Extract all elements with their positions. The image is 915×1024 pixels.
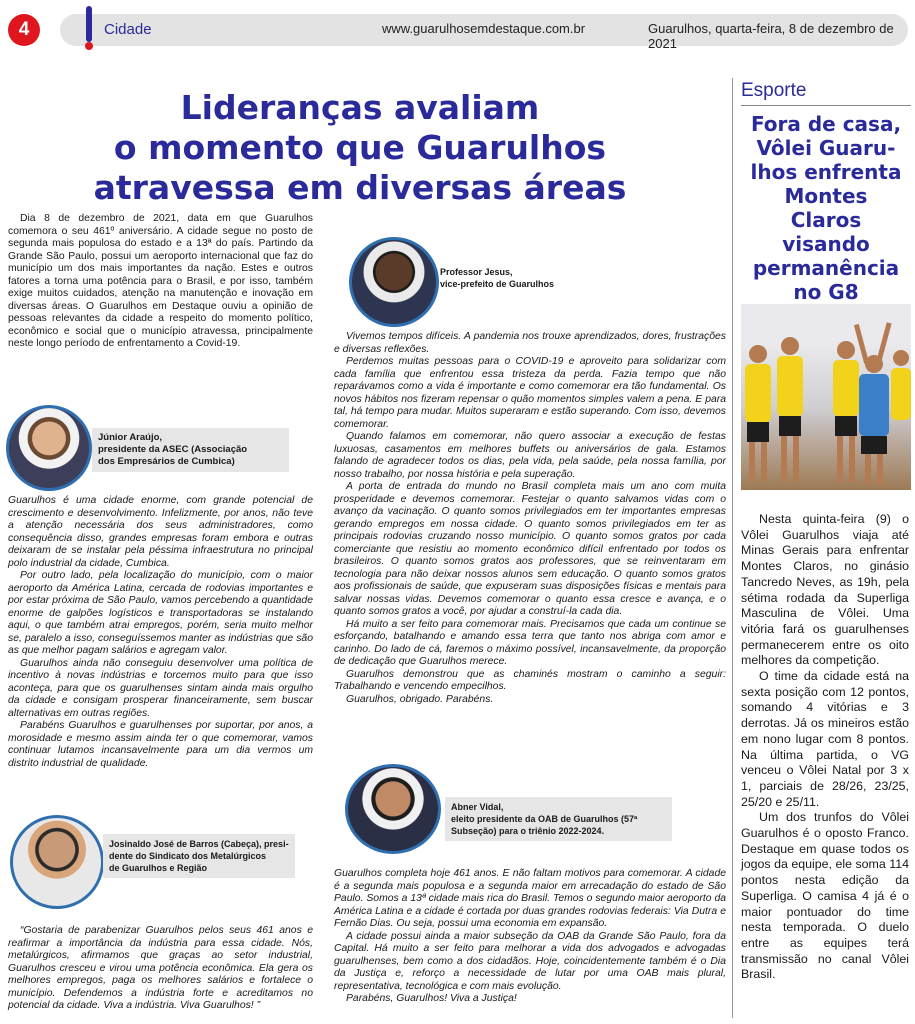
sport-headline	[741, 112, 911, 304]
professor-jesus-statement	[334, 331, 726, 706]
abner-vidal-caption	[445, 797, 672, 841]
statement-paragraph: Guarulhos ainda não conseguiu desenvolver uma política de incentivo à novas indústrias e torcemos muito para que isso aconteça, para que os guarulhenses sintam ainda mais orgulho da cidade e consigam prosperar financeiramente, sem buscar alternativas em outras regiões.	[8, 657, 313, 719]
sport-paragraph: Nesta quinta-feira (9) o Vôlei Guarulhos viaja até Minas Gerais para enfrentar Montes Claros, no ginásio Tancredo Neves, as 19h, pela sétima rodada da Superliga Masculina de Vôlei. Uma vitória fará os guarulhenses permanecerem entre os oito melhores da competição.	[741, 512, 909, 668]
caption-line: eleito presidente da OAB de Guarulhos (57ª	[451, 814, 638, 824]
caption-line: Subseção) para o triênio 2022-2024.	[451, 826, 605, 836]
statement-paragraph: A cidade possui ainda a maior subseção da OAB da Grande São Paulo, fora da Capital. Há muito a ser feito para melhorar a vida dos advogados e advogadas guarulhenses, bem como a dos cidadãos. Hoje, coincidentemente também é o Dia da Justiça e, reforço a necessidade de lutar por uma OAB mais plural, representativa, tecnológica e com mais evolução.	[334, 930, 726, 992]
caption-line: de Guarulhos e Região	[109, 863, 208, 873]
page-number-badge: 4	[8, 14, 40, 46]
exclamation-mark-icon	[86, 6, 92, 42]
professor-jesus-caption	[440, 266, 590, 290]
caption-line: Professor Jesus,	[440, 267, 513, 277]
caption-line: Júnior Araújo,	[98, 432, 163, 443]
caption-line: vice-prefeito de Guarulhos	[440, 279, 555, 289]
headline-line: o momento que Guarulhos	[113, 128, 607, 167]
volleyball-match-photo	[741, 304, 911, 490]
caption-line: dente do Sindicato dos Metalúrgicos	[109, 851, 267, 861]
statement-paragraph: Há muito a ser feito para comemorar mais. Precisamos que cada um continue se esforçando, batalhando e amando essa terra que tanto nos abriga com amor e carinho. Do lado de cá, faremos o máximo possível, incansavelmente, da proporção de dedicação que Guarulhos merece.	[334, 618, 726, 667]
caption-line: presidente da ASEC (Associação	[98, 444, 248, 455]
statement-paragraph: Guarulhos, obrigado. Parabéns.	[346, 693, 494, 705]
headline-line: Fora de casa,	[750, 112, 902, 136]
statement-paragraph: Por outro lado, pela localização do município, com o maior aeroporto da América Latina, cercada de rodovias importantes e por estar próxima de São Paulo, vamos percebendo a quantidade enorme de galpões logísticos e transportadoras se instalando aqui, o que também atrai empregos, porém, seria muito melhor se, paralelo a isso, conseguíssemos manter as indústrias que são as que melhor pagam salários e agregam valor.	[8, 570, 313, 656]
section-label: Cidade	[104, 21, 152, 38]
headline-line: atravessa em diversas áreas	[93, 168, 627, 207]
statement-paragraph: Vivemos tempos difíceis. A pandemia nos trouxe aprendizados, dores, frustrações e diversas reflexões.	[334, 331, 726, 355]
headline-line: Lideranças avaliam	[180, 88, 540, 127]
exclamation-dot-icon	[85, 42, 93, 50]
article-headline	[30, 88, 690, 208]
abner-vidal-portrait	[345, 764, 441, 854]
statement-paragraph: Guarulhos completa hoje 461 anos. E não faltam motivos para comemorar. A cidade é a segunda mais populosa e a segunda maior em arrecadação do estado de São Paulo. Somos a 13ª cidade mais rica do Brasil. Temos o segundo maior aeroporto da América Latina e a cidade é cortada por duas grandes rodovias federais: Via Dutra e Fernão Dias. Ou seja, possui uma economia em expansão.	[334, 868, 726, 929]
headline-line: no G8	[793, 280, 859, 304]
abner-vidal-statement	[334, 868, 726, 1006]
headline-line: visando	[782, 232, 870, 256]
sport-paragraph: O time da cidade está na sexta posição com 12 pontos, somando 4 vitórias e 3 derrotas. Já os mineiros estão em nono lugar com 8 pontos. Na última partida, o VG venceu o Vôlei Natal por 3 x 1, parciais de 28/26, 23/25, 25/20 e 25/11.	[741, 669, 909, 809]
sport-paragraph: Um dos trunfos do Vôlei Guarulhos é o oposto Franco. Destaque em quase todos os jogos da equipe, ele soma 114 pontos nesta edição da Superliga. O camisa 4 já é o maior pontuador do time nesta temporada. O duelo entre as equipes terá transmissão no canal Vôlei Brasil.	[741, 810, 909, 982]
caption-line: Josinaldo José de Barros (Cabeça), presi-	[109, 839, 289, 849]
volleyball-players-illustration	[741, 304, 911, 490]
caption-line: dos Empresários de Cumbica)	[98, 456, 235, 467]
site-url[interactable]: www.guarulhosemdestaque.com.br	[382, 21, 586, 36]
statement-paragraph: Parabéns, Guarulhos! Viva a Justiça!	[346, 993, 517, 1004]
edition-date: Guarulhos, quarta-feira, 8 de dezembro de 2021	[648, 21, 894, 51]
statement-paragraph: A porta de entrada do mundo no Brasil completa mais um ano com muita prosperidade e devemos comemorar. Festejar o quanto salvamos vidas com o avanço da vacinação. O quanto somos privilegiados em ter importantes empresas gerando empregos em nossa cidade. O quanto somos privilegiados em ter as principais rodovias cruzando nosso município. O quanto somos gratos por cada comerciante que resistiu ao momento econômico difícil enfrentado por todos os brasileiros. O quanto somos gratos aos professores, que se reinventaram em tecnologia para não deixar nossos alunos sem educação. O quanto somos gratos aos profissionais de saúde, que expuseram suas disposições físicas e mentais para salvar nossas vidas. Devemos comemorar o quanto essa cresce e avança, e o quanto somos gratos a você, por ajudar a construí-la cada dia.	[334, 481, 726, 617]
statement-paragraph: Guarulhos demonstrou que as chaminés mostram o caminho a seguir: Trabalhando e vencendo empecilhos.	[334, 668, 726, 692]
sport-section-rule	[741, 105, 911, 106]
statement-paragraph: Parabéns Guarulhos e guarulhenses por suportar, por anos, a morosidade e mesmo assim ainda ter o que comemorar, vamos continuar lutamos incansavelmente para um dia vermos um distrito industrial de qualidade.	[8, 720, 313, 769]
professor-jesus-portrait	[349, 237, 439, 327]
headline-line: Claros	[790, 208, 862, 232]
headline-line: Vôlei Guaru-	[756, 136, 896, 160]
junior-araujo-caption	[92, 428, 289, 472]
statement-paragraph: Guarulhos é uma cidade enorme, com grande potencial de crescimento e desenvolvimento. Infelizmente, por anos, não teve a atenção necessária dos seus administradores, como consequência disso, grandes empresas foram embora e outras deixaram de se instalar pela péssima infraestrutura no principal polo industrial da cidade, Cumbica.	[8, 495, 313, 569]
sport-section-title: Esporte	[741, 80, 807, 101]
josinaldo-caption	[103, 834, 295, 878]
josinaldo-portrait	[10, 815, 104, 909]
statement-paragraph: Quando falamos em comemorar, não quero associar a execução de festas luxuosas, casamentos em melhores buffets ou aniversários de gala. Estamos falando de agradecer todos os dias, pela vida, pela saúde, pela nossa família, por nosso trabalho, por nossa história e pela superação.	[334, 431, 726, 480]
article-intro: Dia 8 de dezembro de 2021, data em que Guarulhos comemora o seu 461º aniversário. A cidade segue no posto de segunda mais populosa do estado e a 13ª do país. Partindo da Grande São Paulo, possui um aeroporto internacional que faz do município um dos mais importantes da nação. Estes e outros fatores a torna uma potência para o Brasil, e por isso, também exige muitos cuidados, atenção na manutenção e inovação em diversas áreas. O Guarulhos em Destaque ouviu a opinião de pessoas relevantes da cidade a respeito do momento político, econômico e social que o município atravessa, principalmente neste longo período de enfrentamento a Covid-19.	[8, 213, 313, 349]
josinaldo-statement: “Gostaria de parabenizar Guarulhos pelos seus 461 anos e reafirmar a importância da indústria para essa cidade. Nós, metalúrgicos, afirmamos que graças ao setor industrial, Guarulhos cresceu e virou uma potência econômica. Ela gera os melhores empregos, paga os melhores salários e fortalece o município. Defendemos a indústria forte e acreditamos no potencial da cidade. Viva a indústria. Viva Guarulhos! ”	[8, 925, 313, 1011]
junior-araujo-statement	[8, 495, 313, 770]
page-header	[0, 0, 915, 62]
sport-article-body	[741, 512, 909, 983]
junior-araujo-portrait	[6, 405, 92, 491]
headline-line: lhos enfrenta	[750, 160, 902, 184]
headline-line: Montes	[784, 184, 868, 208]
statement-paragraph: Perdemos muitas pessoas para o COVID-19 e aproveito para solidarizar com cada família que enfrentou essa tristeza da perda. Fazia tempo que não reparávamos como a vida é importante e como comemorar era tão fundamental. Os novos hábitos nos fizeram repensar o quão momentos simples valem a pena. E para tal, há tempo para mudar. Muitos superaram e estão superando. Com isso, devemos comemorar.	[334, 356, 726, 430]
caption-line: Abner Vidal,	[451, 802, 504, 812]
headline-line: permanência	[752, 256, 900, 280]
column-divider	[732, 78, 733, 1018]
